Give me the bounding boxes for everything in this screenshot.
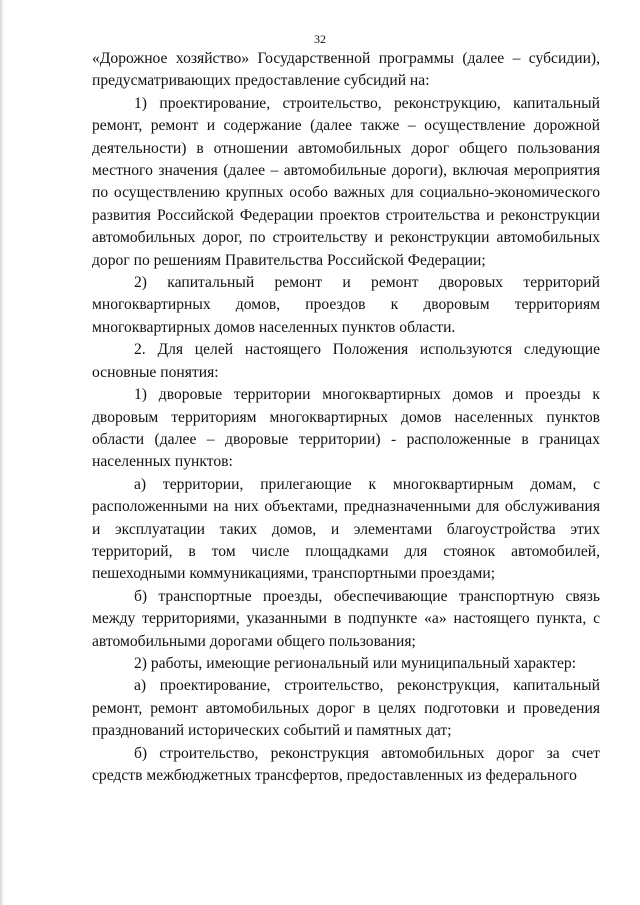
page-number: 32: [314, 32, 326, 46]
paragraph-subitem-b: б) транспортные проезды, обеспечивающие транспортную связь между территориями, указанными в подпункте «а» настоящего пункта, с автомобильными дорогами общего пользования;: [92, 587, 600, 650]
paragraph-works-b: б) строительство, реконструкция автомобильных дорог за счет средств межбюджетных трансфертов, предоставленных из федерального: [92, 744, 600, 784]
paragraph-section-2: 2. Для целей настоящего Положения используются следующие основные понятия:: [92, 341, 600, 381]
paragraph-item-1: 1) проектирование, строительство, реконструкцию, капитальный ремонт, ремонт и содержание (далее также – осуществление дорожной деятельности) в отношении автомобильных дорог общего пользования местного значения (далее – автомобильные дороги), включая мероприятия по осуществлению крупных особо важных для социально-экономического развития Российской Федерации проектов строительства и реконструкции автомобильных дорог, по строительству и реконструкции автомобильных дорог по решениям Правительства Российской Федерации;: [92, 94, 600, 269]
paragraph-item-2: 2) капитальный ремонт и ремонт дворовых территорий многоквартирных домов, проездов к дворовым территориям многоквартирных домов населенных пунктов области.: [92, 274, 600, 336]
paragraph-works-a: а) проектирование, строительство, реконструкция, капитальный ремонт, ремонт автомобильных дорог в целях подготовки и проведения празднований исторических событий и памятных дат;: [92, 677, 600, 740]
paragraph-definition-2: 2) работы, имеющие региональный или муниципальный характер:: [134, 654, 577, 672]
paragraph-intro: «Дорожное хозяйство» Государственной программы (далее – субсидии), предусматривающих предоставление субсидий на:: [92, 50, 600, 90]
paragraph-definition-1: 1) дворовые территории многоквартирных домов и проезды к дворовым территориям многоквартирных домов населенных пунктов области (далее – дворовые территории) - расположенные в границах населенных пунктов:: [92, 386, 600, 471]
document-body: [92, 48, 600, 787]
paragraph-subitem-a: а) территории, прилегающие к многоквартирным домам, с расположенными на них объектами, предназначенными для обслуживания и эксплуатации таких домов, и элементами благоустройства этих территорий, в том числе площадками для стоянок автомобилей, пешеходными коммуникациями, транспортными проездами;: [92, 475, 600, 583]
scan-edge: [0, 0, 4, 905]
